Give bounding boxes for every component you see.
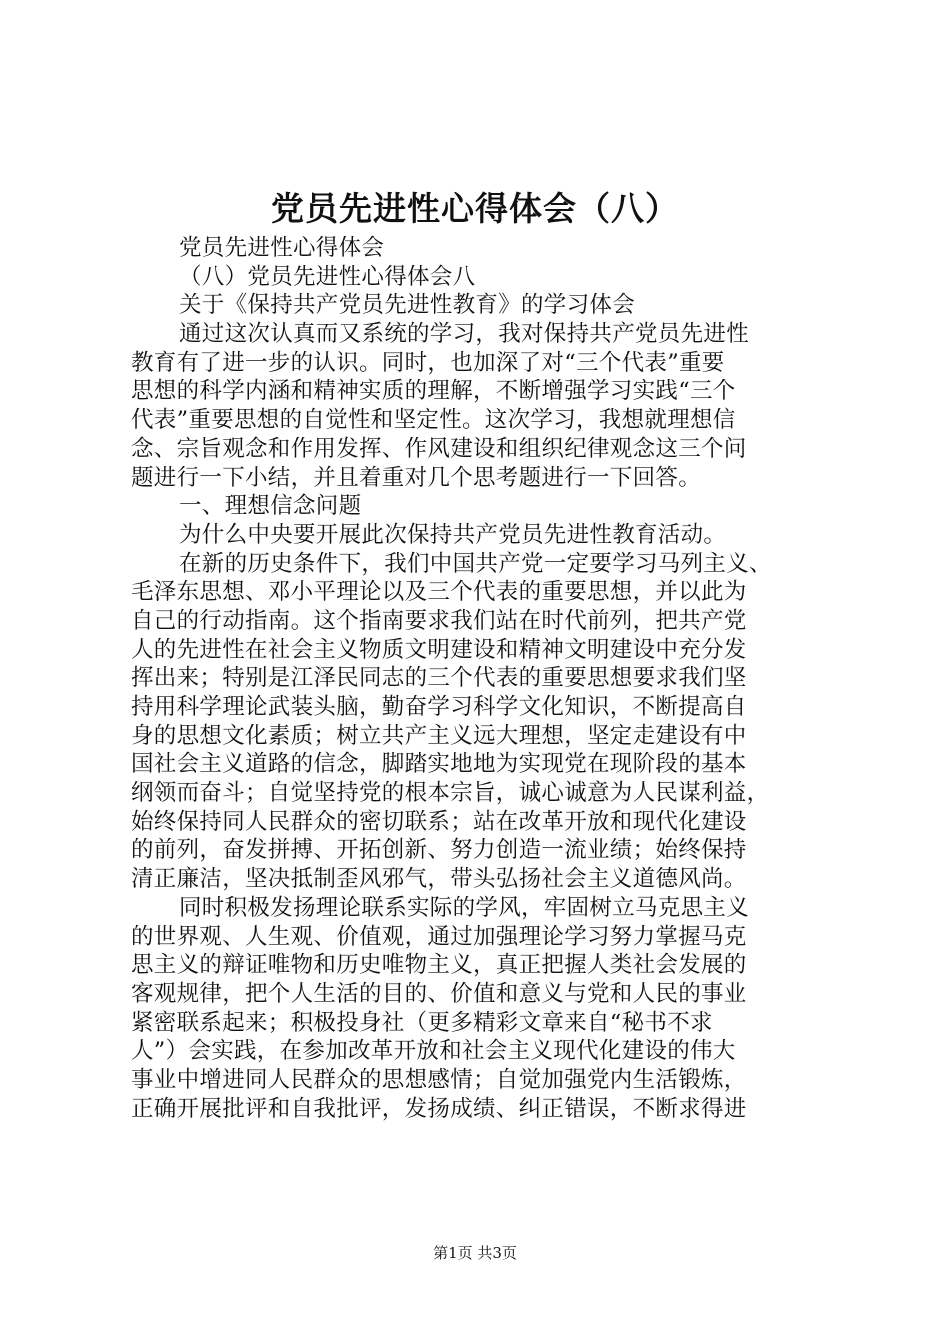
text-line: 事业中增进同人民群众的思想感情；自觉加强党内生活锻炼， (131, 1066, 747, 1093)
text-line: 持用科学理论武装头脑，勤奋学习科学文化知识，不断提高自 (131, 694, 747, 720)
text-line: 党员先进性心得体会 (179, 235, 385, 261)
text-line: 始终保持同人民群众的密切联系；站在改革开放和现代化建设 (131, 808, 747, 835)
text-line: 清正廉洁，坚决抵制歪风邪气，带头弘扬社会主义道德风尚。 (131, 866, 747, 893)
text-line: 毛泽东思想、邓小平理论以及三个代表的重要思想，并以此为 (131, 579, 747, 606)
text-line: 为什么中央要开展此次保持共产党员先进性教育活动。 (179, 521, 727, 548)
text-line: 关于《保持共产党员先进性教育》的学习体会 (179, 292, 636, 319)
text-line: 通过这次认真而又系统的学习，我对保持共产党员先进性 (179, 321, 750, 348)
text-line: 思主义的辩证唯物和历史唯物主义，真正把握人类社会发展的 (131, 952, 747, 979)
document-body (131, 234, 831, 1123)
text-line: 题进行一下小结，并且着重对几个思考题进行一下回答。 (131, 464, 702, 491)
text-line: 国社会主义道路的信念，脚踏实地地为实现党在现阶段的基本 (131, 751, 747, 778)
text-line: 客观规律，把个人生活的目的、价值和意义与党和人民的事业 (131, 980, 747, 1007)
text-line: 一、理想信念问题 (179, 493, 362, 520)
text-line: 人的先进性在社会主义物质文明建设和精神文明建设中充分发 (131, 636, 747, 663)
text-line: 正确开展批评和自我批评，发扬成绩、纠正错误，不断求得进 (131, 1095, 747, 1122)
text-line: 紧密联系起来；积极投身社（更多精彩文章来自“秘书不求 (131, 1009, 713, 1036)
text-line: 人”）会实践，在参加改革开放和社会主义现代化建设的伟大 (131, 1038, 736, 1065)
text-line: 自己的行动指南。这个指南要求我们站在时代前列，把共产党 (131, 607, 747, 634)
text-line: 思想的科学内涵和精神实质的理解，不断增强学习实践“三个 (131, 378, 736, 405)
text-line: 纲领而奋斗；自觉坚持党的根本宗旨，诚心诚意为人民谋利益， (131, 780, 770, 807)
text-line: 教育有了进一步的认识。同时，也加深了对“三个代表”重要 (131, 349, 725, 376)
text-line: 身的思想文化素质；树立共产主义远大理想，坚定走建设有中 (131, 722, 747, 749)
text-line: 念、宗旨观念和作用发挥、作风建设和组织纪律观念这三个问 (131, 435, 747, 462)
text-line: 的世界观、人生观、价值观，通过加强理论学习努力掌握马克 (131, 923, 747, 950)
text-line: 的前列，奋发拼搏、开拓创新、努力创造一流业绩；始终保持 (131, 837, 747, 864)
text-line: 代表”重要思想的自觉性和坚定性。这次学习，我想就理想信 (131, 407, 736, 434)
page-footer: 第1页 共3页 (433, 1244, 517, 1262)
text-line: 同时积极发扬理论联系实际的学风，牢固树立马克思主义 (179, 894, 750, 921)
text-line: （八）党员先进性心得体会八 (179, 263, 476, 290)
text-line: 挥出来；特别是江泽民同志的三个代表的重要思想要求我们坚 (131, 665, 747, 692)
text-line: 在新的历史条件下，我们中国共产党一定要学习马列主义、 (179, 550, 772, 577)
document-title: 党员先进性心得体会（八） (271, 189, 679, 228)
